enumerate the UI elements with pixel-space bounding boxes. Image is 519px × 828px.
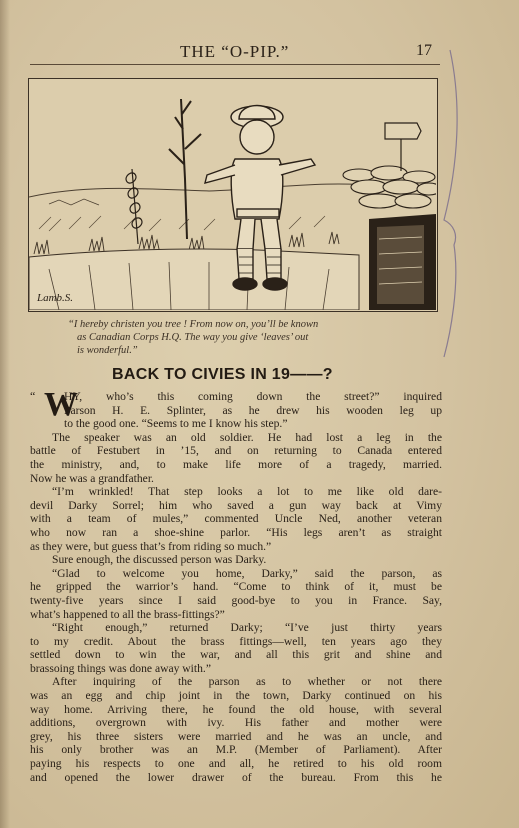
- body-line: paying his respects to one and all, he retired to his old room: [30, 757, 442, 771]
- cartoon-drawing: [29, 79, 436, 310]
- caption-line: is wonderful.”: [77, 345, 138, 356]
- body-line: The speaker was an old soldier. He had lost a leg in the: [52, 430, 442, 444]
- caption-line: “I hereby christen you tree ! From now on, you’ll be known: [68, 319, 319, 330]
- drop-cap: W: [44, 386, 78, 423]
- body-line: “Right enough,” returned Darky; “I’ve just thirty years: [52, 621, 442, 635]
- body-line: what’s happened to all the brass-fittings?”: [30, 607, 225, 621]
- body-line: and opened the lower drawer of the bureau. From this he: [30, 770, 442, 784]
- body-line: grey, his three sisters were married and he was an uncle, and: [30, 729, 442, 743]
- body-line: way home. Arriving there, he found the old house, with several: [30, 702, 442, 716]
- body-line: Now he was a grandfather.: [30, 471, 154, 485]
- body-line: twenty-five years since I said good-bye to you in France. Say,: [30, 593, 442, 607]
- caption-line: as Canadian Corps H.Q. The way you give ‘leaves’ out: [77, 332, 309, 343]
- body-line: settled down to win the war, and all this grit and shine and: [30, 648, 442, 662]
- body-line: “Glad to welcome you home, Darky,” said the parson, as: [52, 566, 442, 580]
- body-line: additions, overgrown with ivy. His father and mother were: [30, 716, 442, 730]
- running-head: THE “O-PIP.”: [180, 42, 290, 61]
- body-line: “I’m wrinkled! That step looks a lot to me like old dare-: [52, 485, 442, 499]
- body-line: devil Darky Sorrel; him who saved a gun way back at Vimy: [30, 498, 442, 512]
- body-line: who now ran a shoe-shine parlor. “His legs aren’t as straight: [30, 525, 442, 539]
- body-line: with a team of mules,” commented Uncle Ned, another veteran: [30, 512, 442, 526]
- body-line: as they were, but guess that’s from riding so much.”: [30, 539, 272, 553]
- header-rule: [30, 64, 440, 65]
- body-line: brassoing things was done away with.”: [30, 661, 211, 675]
- cartoon-caption: [68, 318, 418, 357]
- body-line: to my credit. About the brass fittings—well, ten years ago they: [30, 634, 442, 648]
- body-line: Sure enough, the discussed person was Darky.: [52, 553, 267, 567]
- page-number: 17: [416, 42, 432, 59]
- opening-quote: “: [30, 389, 36, 403]
- article-body: [30, 386, 442, 784]
- body-line: battle of Festubert in ’15, and on returning to Canada entered: [30, 444, 442, 458]
- body-line: was an egg and chip joint in the town, Darky continued on his: [30, 689, 442, 703]
- cartoon-signature: Lamb.S.: [37, 292, 74, 304]
- spine-shadow: [0, 0, 10, 828]
- body-line: HY, who’s this coming down the street?” inquired: [64, 390, 442, 403]
- body-line: he gripped the warrior’s hand. “Come to think of it, must be: [30, 580, 442, 594]
- article-title: BACK TO CIVIES IN 19——?: [112, 366, 333, 383]
- body-line: the ministry, and, to make life more of a tragedy, married.: [30, 457, 442, 471]
- body-line: Parson H. E. Splinter, as he drew his wooden leg up: [64, 403, 442, 417]
- cartoon-illustration: [28, 78, 438, 312]
- body-line: After inquiring of the parson as to whether or not there: [52, 675, 442, 689]
- pencil-margin-mark: [440, 45, 470, 365]
- page-header: [30, 40, 440, 66]
- body-line: to the good one. “Seems to me I know his step.”: [64, 417, 288, 431]
- body-line: his only brother was an M.P. (Member of Parliament). After: [30, 743, 442, 757]
